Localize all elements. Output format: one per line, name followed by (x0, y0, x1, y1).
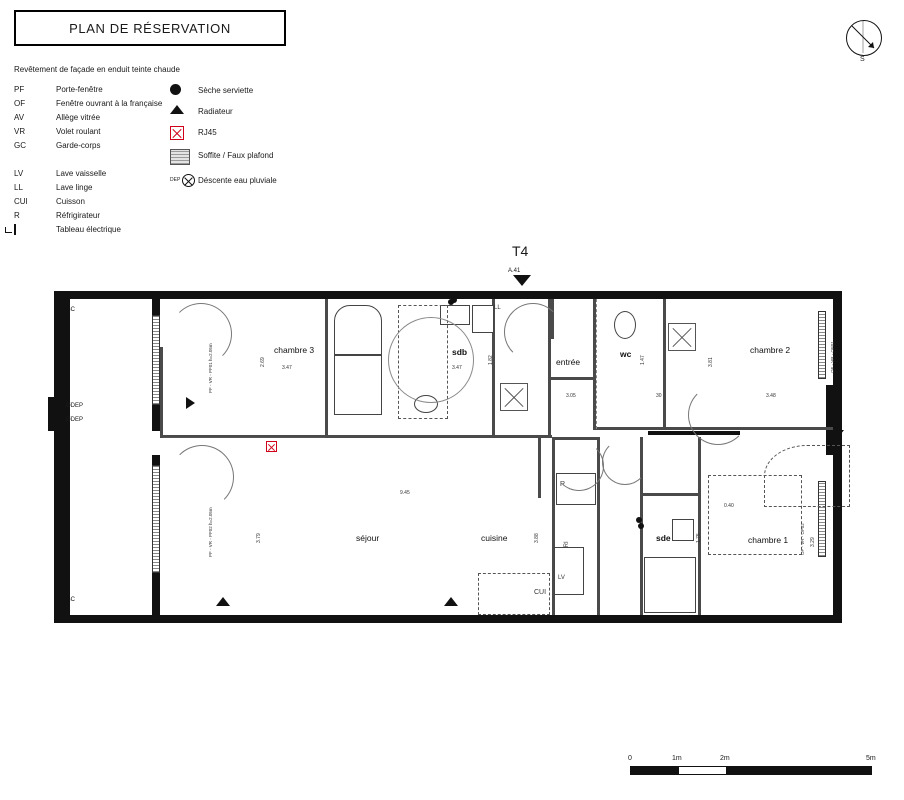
legend-symbol-label: Sèche serviette (198, 86, 254, 95)
legend-code: R (14, 211, 20, 220)
loggia-glazing-bottom (152, 465, 160, 573)
partition-wc-bottom (551, 377, 596, 380)
scale-tick-1m: 1m (672, 755, 682, 762)
floor-plan (48, 285, 848, 635)
shower-fixture-sde (644, 557, 696, 613)
legend-row (14, 112, 174, 123)
cui-label: CUI (534, 589, 547, 596)
page-title (14, 10, 286, 46)
scale-tick-0: 0 (628, 755, 632, 762)
legend-code: LV (14, 169, 24, 178)
legend-row (14, 210, 174, 221)
partition-sdb-bottom (325, 435, 495, 438)
legend-symbol-label: RJ45 (198, 128, 217, 137)
legend-row (14, 182, 174, 193)
loggia-wall-left (63, 291, 70, 623)
dim-040: 0.40 (724, 503, 734, 509)
legend-symbol-row (170, 105, 300, 117)
power-point-icon-2 (451, 297, 457, 303)
compass-south-label: S (860, 56, 865, 63)
dim-entree-h: 3.05 (566, 393, 576, 399)
dep-label-2: ØDEP (66, 417, 84, 423)
room-label-sdb: sdb (452, 347, 468, 357)
room-label-cuisine: cuisine (481, 533, 508, 543)
bathtub-fixture (334, 305, 382, 355)
rj45-icon (170, 126, 184, 140)
dim-sdb-h: 3.47 (452, 365, 462, 371)
room-label-chambre-1: chambre 1 (748, 535, 789, 545)
dim-chambre2-v: 3.81 (708, 357, 714, 367)
window-label-left-1: PF - VR - PF01 h=2.05m (208, 343, 213, 393)
legend-symbol-row (170, 84, 300, 96)
legend-label: Porte-fenêtre (56, 85, 103, 94)
legend-code: AV (14, 113, 25, 122)
toilet-fixture-wc (614, 311, 636, 339)
legend-row (14, 168, 174, 179)
partition-ch3-right (325, 299, 328, 438)
lv-label: LV (558, 575, 565, 581)
scale-bar (630, 757, 888, 781)
dim-chambre3-h: 3.47 (282, 365, 292, 371)
exterior-wall-top (54, 291, 842, 299)
window-right-top (818, 311, 826, 379)
guardrail-label-bottom: GC (66, 597, 75, 603)
door-swing-cuisine (554, 441, 604, 491)
partition-ch2-left (663, 299, 666, 429)
legend-row (14, 126, 174, 137)
partition-sde-bottom (640, 493, 700, 496)
power-point-icon (636, 517, 642, 523)
dim-chambre3-v: 2.69 (260, 357, 266, 367)
dim-chambre2-h: 3.48 (766, 393, 776, 399)
legend-label: Tableau électrique (56, 225, 121, 234)
page-title-text: PLAN DE RÉSERVATION (69, 20, 231, 36)
dim-wc-v: 1.47 (640, 355, 646, 365)
legend-label: Cuisson (56, 197, 85, 206)
r-label: R (560, 481, 566, 488)
room-label-wc: wc (620, 349, 632, 359)
legend-label: Lave linge (56, 183, 93, 192)
dim-30: 30 (656, 393, 662, 399)
filled-circle-icon (170, 84, 181, 95)
radiator-icon-sejour-1 (216, 597, 230, 606)
legend-code: OF (14, 99, 26, 108)
door-swing-chambre2 (688, 385, 748, 445)
compass-needle-icon (846, 20, 880, 54)
legend-row (14, 196, 174, 207)
partition-core-top (552, 437, 600, 440)
legend-label: Réfrigirateur (56, 211, 101, 220)
legend-code: PF (14, 85, 25, 94)
radiator-icon-chambre3 (186, 397, 195, 409)
radiator-icon-sejour-2 (444, 597, 458, 606)
legend-code: VR (14, 127, 26, 136)
partition-sde-right (698, 437, 701, 615)
electrical-panel-icon (14, 224, 16, 235)
dep-prefix-label: DEP (170, 177, 181, 183)
legend-row (14, 224, 174, 235)
room-label-chambre-3: chambre 3 (274, 345, 315, 355)
room-label-sejour: séjour (356, 533, 380, 543)
legend-row (14, 98, 174, 109)
legend-symbol-label: Déscente eau pluviale (198, 176, 277, 185)
dim-sejour-v: 3.79 (256, 533, 262, 543)
legend-label: Allège vitrée (56, 113, 101, 122)
scale-tick-2m: 2m (720, 755, 730, 762)
legend-symbols (170, 84, 300, 196)
soffite-line-wc (596, 299, 597, 429)
hatched-square-icon (170, 149, 190, 165)
room-label-entree: entrée (556, 357, 581, 367)
apartment-type-label: T4 (512, 243, 529, 259)
dim-chambre1-v: 3.29 (810, 537, 816, 547)
ll-fixture (472, 305, 494, 333)
scale-seg-1 (630, 766, 680, 775)
legend-symbol-row (170, 126, 300, 140)
dep-label-1: ØDEP (66, 403, 84, 409)
partition-sde-left-low (640, 495, 643, 615)
tri-cabinet (554, 547, 584, 595)
exterior-wall-left (54, 291, 63, 623)
legend-label: Fenêtre ouvrant à la française (56, 99, 163, 108)
partition-cuisine-right (538, 438, 541, 498)
dim-cuisine-v: 3.88 (534, 533, 540, 543)
legend-codes (14, 84, 174, 238)
facade-note: Revêtement de façade en enduit teinte chaude (14, 65, 180, 74)
legend-symbol-label: Soffite / Faux plafond (198, 151, 274, 160)
legend-label: Garde-corps (56, 141, 101, 150)
exterior-wall-bottom (54, 615, 842, 623)
legend-symbol-row (170, 174, 300, 187)
dep-circle-icon (182, 174, 195, 187)
rj45-icon-sejour (266, 441, 277, 452)
ll-label: LL (494, 305, 501, 311)
legend-code: GC (14, 141, 26, 150)
dim-sde-v: 1.75 (696, 533, 702, 543)
compass-rose-icon (842, 20, 886, 70)
door-swing-sejour (170, 445, 234, 509)
floor-line-sejour (163, 437, 325, 438)
room-label-sde: sde (656, 533, 671, 543)
door-swing-chambre1 (764, 445, 850, 507)
guardrail-label-top: GC (66, 307, 75, 313)
window-label-right-1: OF - VR - OF01 (830, 341, 835, 373)
towel-warmer-icon-sde (638, 523, 644, 529)
legend-code: CUI (14, 197, 28, 206)
duct-shaft-wc (668, 323, 696, 351)
apartment-ref-label: A.41 (508, 268, 521, 274)
window-label-right-2: OF - VR - OF02 (800, 523, 805, 555)
legend-symbol-label: Radiateur (198, 107, 233, 116)
scale-seg-3 (726, 766, 872, 775)
radiator-icon-chambre1 (830, 430, 844, 439)
legend-label: Volet roulant (56, 127, 101, 136)
dim-sejour-h: 9.45 (400, 490, 410, 496)
door-swing-sdb (388, 317, 474, 403)
door-swing-chambre3 (170, 303, 232, 365)
shower-fixture (334, 355, 382, 415)
partition-entree-bottom (492, 435, 552, 438)
legend-symbol-row (170, 149, 300, 165)
duct-shaft-sdb (500, 383, 528, 411)
dep-duct-block (48, 397, 60, 431)
door-swing-entree (504, 303, 562, 361)
scale-tick-5m: 5m (866, 755, 876, 762)
partition-core-mid-low (597, 495, 600, 615)
sink-fixture-sde (672, 519, 694, 541)
door-swing-sde (602, 439, 648, 485)
legend-code: LL (14, 183, 23, 192)
room-label-chambre-2: chambre 2 (750, 345, 791, 355)
legend-row (14, 140, 174, 151)
partition-ch3-left (160, 347, 163, 435)
legend-label: Lave vaisselle (56, 169, 107, 178)
dim-sdb-v: 1.82 (488, 355, 494, 365)
scale-seg-2 (678, 766, 728, 775)
window-label-left-2: PF - VR - PF02 h=2.05m (208, 507, 213, 557)
loggia-glazing-top (152, 315, 160, 405)
legend-row (14, 84, 174, 95)
filled-triangle-icon (170, 105, 184, 114)
